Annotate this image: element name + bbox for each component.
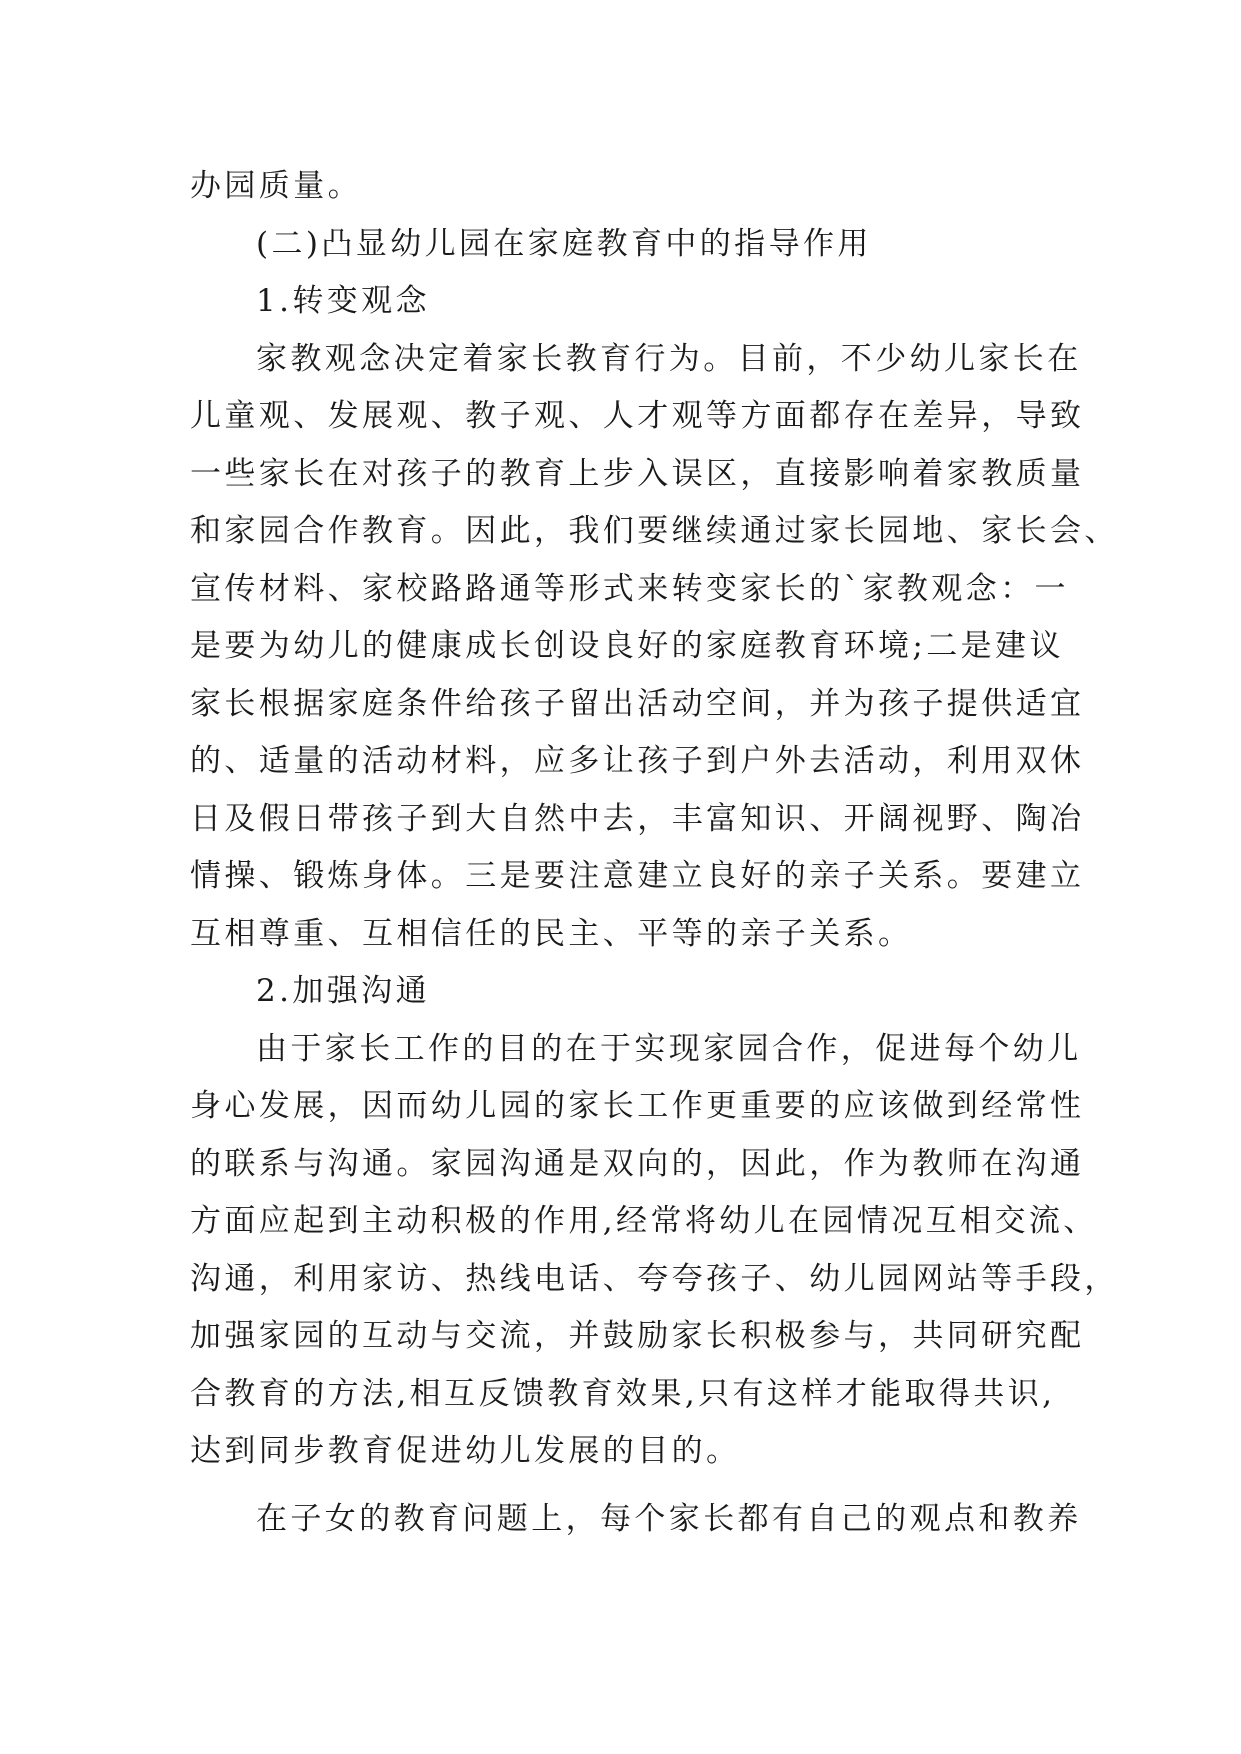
text-line: 情操、锻炼身体。三是要注意建立良好的亲子关系。要建立 <box>190 858 1085 894</box>
text-line: 的联系与沟通。家园沟通是双向的，因此，作为教师在沟通 <box>190 1145 1085 1182</box>
text-line: 由于家长工作的目的在于实现家园合作，促进每个幼儿 <box>256 1030 1082 1067</box>
section-heading <box>190 216 1054 274</box>
text-line: 加强家园的互动与交流，并鼓励家长积极参与，共同研究配 <box>190 1318 1085 1354</box>
text-line: 宣传材料、家校路路通等形式来转变家长的`家教观念：一 <box>190 570 1069 607</box>
text-line: 日及假日带孩子到大自然中去，丰富知识、开阔视野、陶冶 <box>190 800 1085 837</box>
text-line: 达到同步教育促进幼儿发展的目的。 <box>190 1433 741 1469</box>
text-line: 家教观念决定着家长教育行为。目前，不少幼儿家长在 <box>256 340 1082 377</box>
subheading-1 <box>190 273 1054 331</box>
text-line: 在子女的教育问题上，每个家长都有自己的观点和教养 <box>256 1500 1082 1537</box>
heading-text: 1.转变观念 <box>256 283 430 319</box>
text-line: 合教育的方法,相互反馈教育效果,只有这样才能取得共识, <box>190 1375 1056 1412</box>
text-line: 身心发展，因而幼儿园的家长工作更重要的应该做到经常性 <box>190 1088 1085 1124</box>
paragraph-continues-next-page <box>190 1491 1082 1549</box>
paragraph-strengthen-communication <box>190 1021 1119 1481</box>
heading-text: 2.加强沟通 <box>256 973 430 1009</box>
text-line: 和家园合作教育。因此，我们要继续通过家长园地、家长会、 <box>190 513 1119 549</box>
text-line: 是要为幼儿的健康成长创设良好的家庭教育环境;二是建议 <box>190 628 1064 664</box>
text-line: 方面应起到主动积极的作用,经常将幼儿在园情况互相交流、 <box>190 1203 1098 1239</box>
text-line: 一些家长在对孩子的教育上步入误区，直接影响着家教质量 <box>190 455 1085 492</box>
text-line: 的、适量的活动材料，应多让孩子到户外去活动，利用双休 <box>190 743 1085 779</box>
heading-text: (二)凸显幼儿园在家庭教育中的指导作用 <box>256 225 872 262</box>
text-line: 儿童观、发展观、教子观、人才观等方面都存在差异，导致 <box>190 398 1085 434</box>
paragraph-continuation <box>190 158 1054 216</box>
text-line: 家长根据家庭条件给孩子留出活动空间，并为孩子提供适宜 <box>190 685 1085 722</box>
document-body <box>190 158 1119 1548</box>
text-line: 互相尊重、互相信任的民主、平等的亲子关系。 <box>190 915 913 952</box>
subheading-2 <box>190 963 1054 1021</box>
text-line: 办园质量。 <box>190 168 362 204</box>
text-line: 沟通，利用家访、热线电话、夸夸孩子、幼儿园网站等手段， <box>190 1260 1119 1297</box>
paragraph-change-concepts <box>190 331 1119 964</box>
